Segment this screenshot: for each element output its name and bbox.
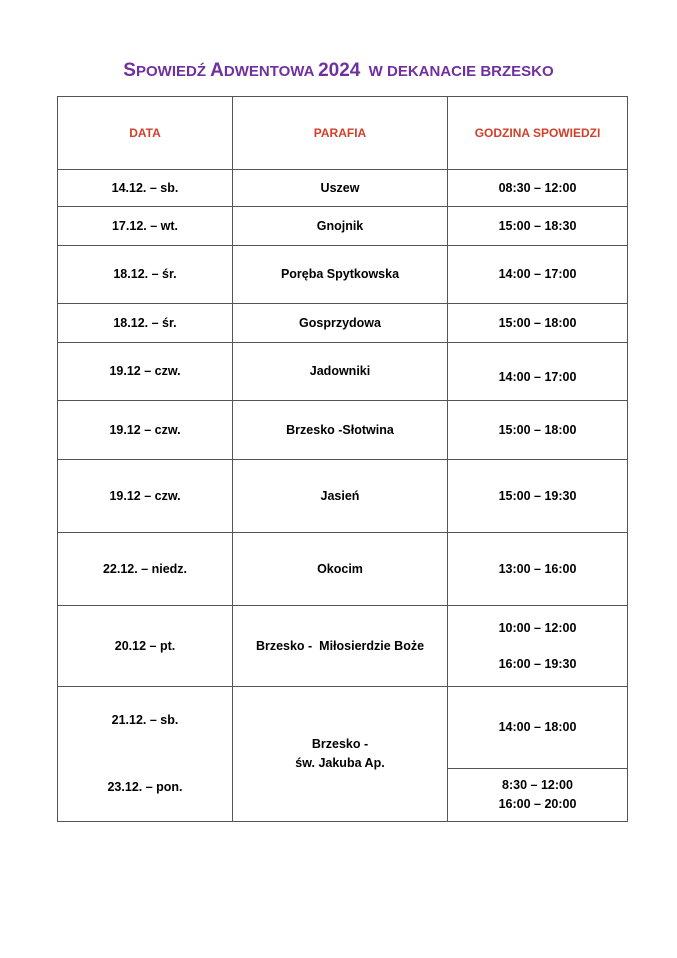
cell-parish [233,343,448,401]
cell-parish: Brzesko - Miłosierdzie Boże [233,606,448,687]
cell-date: 23.12. – pon. [107,780,183,794]
cell-date: 19.12 – czw. [58,401,233,460]
page-title: SPOWIEDŹ ADWENTOWA 2024 W DEKANACIE BRZESKO [123,60,554,81]
cell-time: 14:00 – 18:00 [448,687,628,769]
header-date: DATA [58,97,233,170]
table-row [58,343,628,401]
cell-time: 14:00 – 17:00 [448,246,628,304]
table-row [58,207,628,246]
cell-time: 15:00 – 18:00 [448,304,628,343]
cell-date: 21.12. – sb. [111,713,179,727]
cell-time [448,343,628,401]
header-parish: PARAFIA [233,97,448,170]
cell-date-text: 19.12 – czw. [109,364,181,378]
cell-time: 13:00 – 16:00 [448,533,628,606]
header-time: GODZINA SPOWIEDZI [448,97,628,170]
table-row [58,170,628,207]
cell-parish: Gnojnik [233,207,448,246]
cell-time [448,606,628,687]
cell-time: 08:30 – 12:00 [448,170,628,207]
confession-schedule-table [57,96,628,822]
cell-time: 15:00 – 18:30 [448,207,628,246]
cell-parish-line: Brzesko - [311,737,369,751]
table-row [58,687,628,769]
cell-time: 15:00 – 19:30 [448,460,628,533]
cell-date: 18.12. – śr. [58,246,233,304]
cell-parish: Brzesko -Słotwina [233,401,448,460]
cell-date: 20.12 – pt. [58,606,233,687]
cell-parish-line: św. Jakuba Ap. [295,756,385,770]
cell-time: 15:00 – 18:00 [448,401,628,460]
cell-time-line: 16:00 – 19:30 [498,656,577,671]
cell-date: 14.12. – sb. [58,170,233,207]
cell-parish: Uszew [233,170,448,207]
cell-date: 17.12. – wt. [58,207,233,246]
cell-parish-text: Jadowniki [309,364,371,378]
cell-date: 19.12 – czw. [58,460,233,533]
cell-parish: Gosprzydowa [233,304,448,343]
cell-date-split [58,687,233,822]
cell-date: 22.12. – niedz. [58,533,233,606]
table-row [58,246,628,304]
cell-time-line: 10:00 – 12:00 [498,620,577,635]
table-row [58,460,628,533]
cell-parish: Poręba Spytkowska [233,246,448,304]
cell-date: 18.12. – śr. [58,304,233,343]
table-row [58,401,628,460]
cell-time-line: 8:30 – 12:00 [502,778,573,792]
table-row [58,606,628,687]
cell-time-line: 16:00 – 20:00 [498,797,577,811]
table-row [58,304,628,343]
cell-parish: Jasień [233,460,448,533]
cell-date [58,343,233,401]
cell-time-text: 14:00 – 17:00 [498,370,577,384]
cell-parish: Okocim [233,533,448,606]
cell-parish [233,687,448,822]
cell-time [448,769,628,822]
table-row [58,533,628,606]
table-header-row [58,97,628,170]
